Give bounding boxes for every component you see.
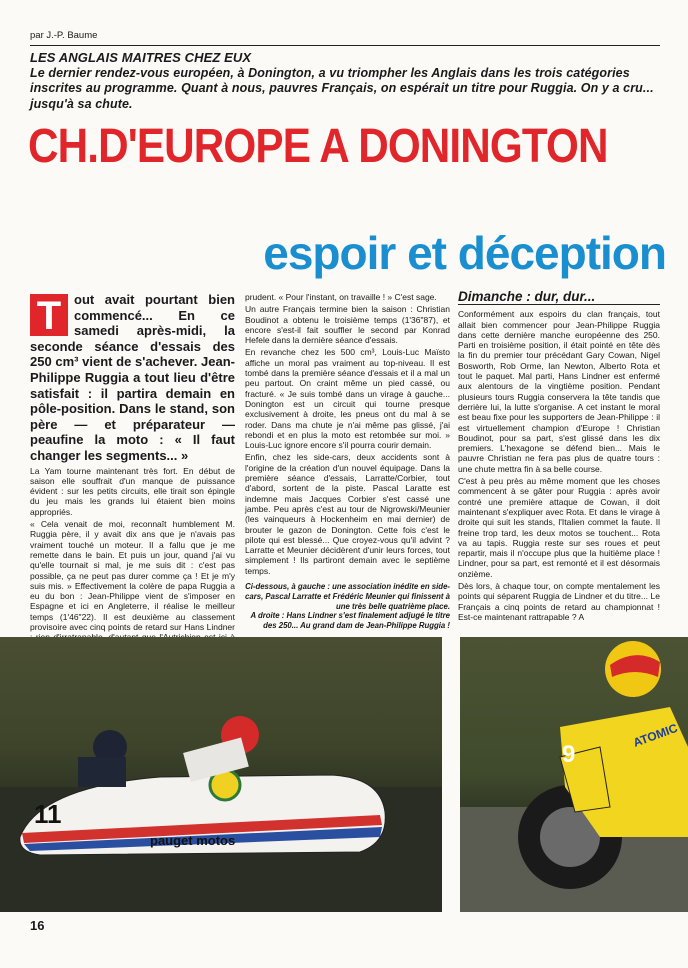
paragraph: En revanche chez les 500 cm³, Louis-Luc Maïsto affiche un moral pas vraiment au top-niveau. Il est tombé dans la première séance d'essais et il a mal un peu partout. On craint même un pied cassé, ou fracturé. « Je suis tombé dans un virage à gauche... Donington est un circuit qui tourne presque exclusivement à droite, les pneus ont du mal à se roder. Dans ma chute je n'ai même pas glissé, j'ai rebondi et en plus la moto est retombée sur moi. » Louis-Luc ignore encore s'il pourra courir demain.	[245, 347, 450, 451]
paragraph: Un autre Français termine bien la saison : Christian Boudinot a obtenu le troisième temps (1'36"87), et encore s'est-il fait souffler le second par Konrad Hefele dans la dernière séance d'essais.	[245, 304, 450, 346]
page-number: 16	[30, 918, 45, 933]
sidecar-sponsor: pauget motos	[150, 833, 236, 848]
caption-right: A droite : Hans Lindner s'est finalement adjugé le titre des 250... Au grand dam de Jean-Philippe Ruggia !	[250, 611, 450, 631]
photo-caption	[245, 582, 450, 631]
paragraph: Enfin, chez les side-cars, deux accidents sont à l'origine de la création d'un nouvel équipage. Dans la première séance d'essais, Larratte/Corbier, tout d'abord, sortent de la piste. Pascal Laratte est indemne mais Jacques Corbier s'est cassé une jambe. Peu après c'est au tour de Nigrowski/Meunier (les vainqueurs à Hockenheim en mai dernier) de brouter le gazon de Donington. Cette fois c'est le pilote qui est blessé... Que croyez-vous qu'il advint ? Larratte et Meunier décidèrent d'unir leurs forces, tout simplement ! Ils partiront demain avec le septième temps.	[245, 452, 450, 576]
caption-left: Ci-dessous, à gauche : une association inédite en side-cars, Pascal Larratte et Frédéric Meunier qui finissent à une très belle quatrième place.	[245, 582, 450, 611]
motorcycle-photo	[460, 637, 688, 912]
page-subtitle: espoir et déception	[263, 227, 666, 279]
drop-cap: T	[30, 294, 68, 336]
sidecar-photo	[0, 637, 442, 912]
paragraph: prudent. « Pour l'instant, on travaille ! » C'est sage.	[245, 292, 437, 302]
bike-number: 9	[562, 741, 576, 768]
paragraph: Dès lors, à chaque tour, on compte mentalement les points qui séparent Ruggia de Lindner et du titre... Le Français a cinq points de retard au championnat ! Est-ce maintenant rattrapable ? A	[458, 581, 660, 622]
article-column-2	[245, 292, 450, 631]
header-rule	[30, 45, 660, 46]
sidecar-illustration	[0, 637, 442, 912]
kicker	[30, 50, 670, 112]
article-column-1	[30, 292, 235, 686]
sidecar-number: 11	[34, 799, 62, 829]
byline: par J.-P. Baume	[30, 30, 98, 41]
paragraph: Conformément aux espoirs du clan français, tout allait bien commencer pour Jean-Philippe Ruggia dans cette dernière manche européenne des 250. Parti en troisième position, il était pointé en tête dès la fin du premier tour précédant Gary Cowan, Nigel Bosworth, Rob Orme, Ian Newton, Alberto Rota et tout le paquet. Mal parti, Hans Lindner est enfermé aux alentours de la vingtième position. Pendant plusieurs tours Ruggia conservera la tête tandis que derrière lui, la lutte s'organise. A cet instant le moral est beau fixe pour les supporters de Jean-Philippe : il est virtuellement champion d'Europe ! Christian Boudinot, pour sa part, s'est glissé dans les dix premiers. L'hexagone se défend bien... Mais le pauvre Christian ne fera pas plus de quatre tours : une chute mettra fin à sa belle course.	[458, 309, 660, 474]
motorcycle-illustration	[460, 637, 688, 912]
article-column-3	[458, 289, 660, 624]
page-title: CH.D'EUROPE A DONINGTON	[28, 120, 608, 173]
kicker-heading: LES ANGLAIS MAITRES CHEZ EUX	[30, 50, 252, 65]
paragraph: La Yam tourne maintenant très fort. En début de saison elle souffrait d'un manque de puissance évident : sur les petits circuits, elle tirait son épingle du jeu mais les grands lui étaient bien moins appropriés.	[30, 465, 235, 517]
section-heading: Dimanche : dur, dur...	[458, 292, 660, 305]
paragraph: C'est à peu près au même moment que les choses commencent à se gâter pour Ruggia : après avoir contré une première attaque de Cowan, il doit maintenant s'expliquer avec Rota. Et dans le virage à droite qui suit les stands, l'Italien commet la faute. Il freine trop tard, les deux motos se touchent... Rota va au tapis. Ruggia reste sur ses roues et peut repartir, mais il n'occupe plus que la huitième place ! Lindner, pour sa part, est remonté et il est désormais onzième.	[458, 476, 660, 579]
bike-sponsor: ATOMIC	[631, 720, 680, 750]
lead-paragraph: out avait pourtant bien commencé... En ce samedi après-midi, la seconde séance d'essais des 250 cm³ vient de s'achever. Jean-Philippe Ruggia a tout lieu d'être satisfait : il partira demain en pôle-position. Dans le stand, son père — et préparateur — peaufine la moto : « Il faut changer les segments... »	[30, 292, 235, 463]
kicker-text: Le dernier rendez-vous européen, à Donington, a vu triompher les Anglais dans les trois catégories inscrites au programme. Quant à nous, pauvres Français, on espérait un titre pour Ruggia. On y a cru... jusqu'à sa chute.	[30, 65, 654, 111]
paragraph: « Cela venait de moi, reconnaît humblement M. Ruggia père, il y avait dix ans que je n'avais pas vraiment touché un moteur. Il a fallu que je me remette dans le bain. Et puis un jour, quand j'ai vu qu'elle tournait si mal, je me suis dit : c'est pas possible, ça ne peut pas durer comme ça ! Et je m'y suis mis. » Effectivement la colère de papa Ruggia a eu du bon : Jean-Philippe vient de s'imposer en Espagne et ici en Angleterre, il réalise le meilleur temps (1'46"22). Il est deuxième au classement provisoire avec cinq points de retard sur Hans Lindner	[30, 519, 235, 632]
